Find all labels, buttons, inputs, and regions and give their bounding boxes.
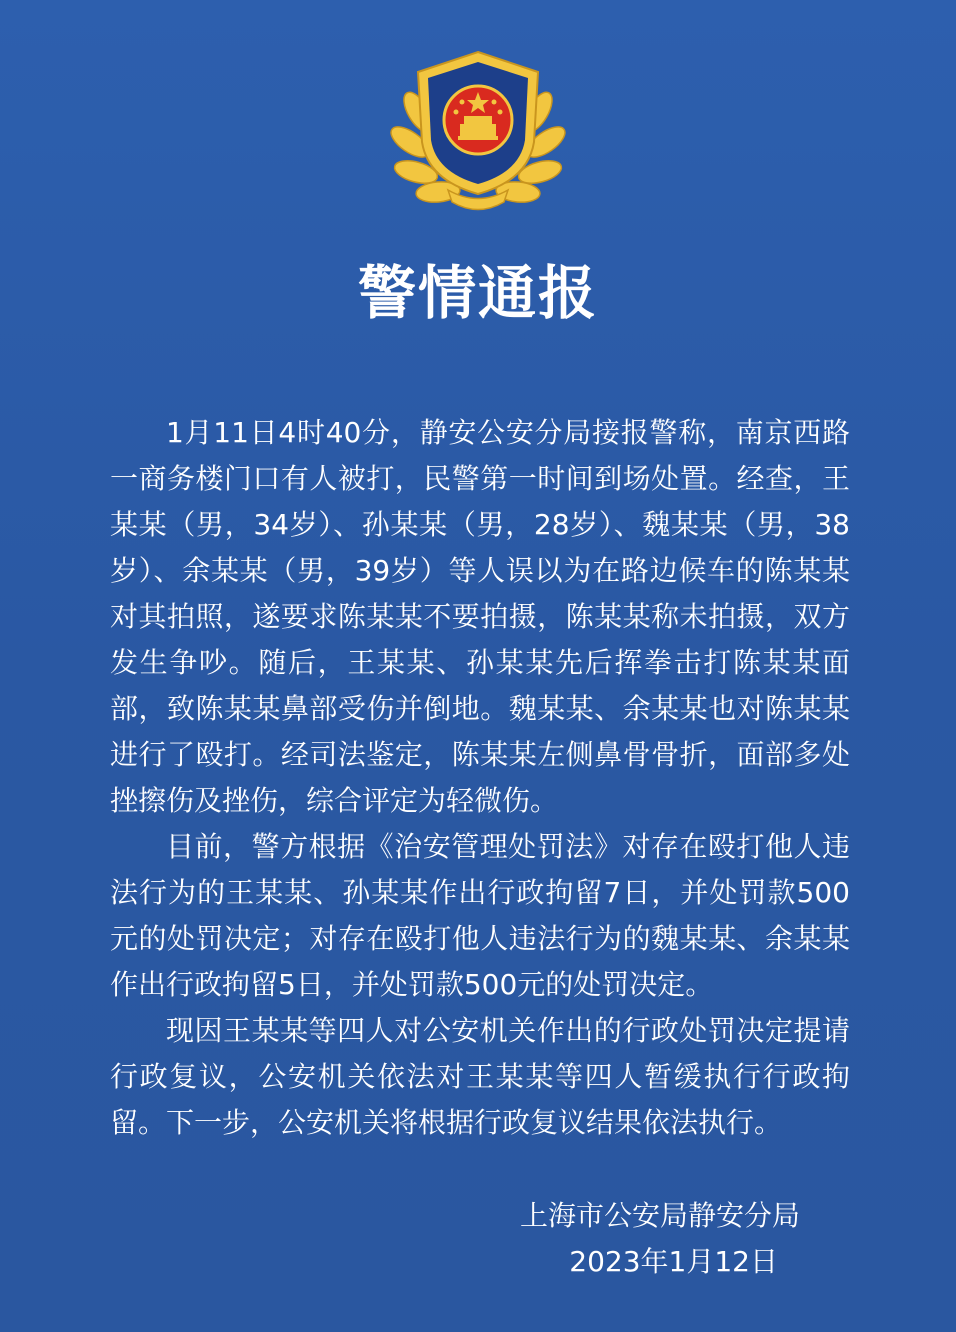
notice-paragraph-1: 1月11日4时40分，静安公安分局接报警称，南京西路一商务楼门口有人被打，民警第一时间到场处置。经查，王某某（男，34岁）、孙某某（男，28岁）、魏某某（男，38岁）、余某某（男，39岁）等人误以为在路边候车的陈某某对其拍照，遂要求陈某某不要拍摄，陈某某称未拍摄，双方发生争吵。随后，王某某、孙某某先后挥拳击打陈某某面部，致陈某某鼻部受伤并倒地。魏某某、余某某也对陈某某进行了殴打。经司法鉴定，陈某某左侧鼻骨骨折，面部多处挫擦伤及挫伤，综合评定为轻微伤。 [110, 416, 850, 817]
signature-organization: 上海市公安局静安分局 [519, 1199, 800, 1232]
notice-paragraph-2: 目前，警方根据《治安管理处罚法》对存在殴打他人违法行为的王某某、孙某某作出行政拘留7日，并处罚款500元的处罚决定；对存在殴打他人违法行为的魏某某、余某某作出行政拘留5日，并处罚款500元的处罚决定。 [110, 830, 850, 1001]
notice-body [110, 410, 850, 1146]
notice-paragraph-3: 现因王某某等四人对公安机关作出的行政处罚决定提请行政复议，公安机关依法对王某某等四人暂缓执行行政拘留。下一步，公安机关将根据行政复议结果依法执行。 [110, 1014, 850, 1139]
signature-date: 2023年1月12日 [569, 1245, 778, 1278]
police-emblem-icon [378, 42, 578, 222]
notice-title: 警情通报 [357, 259, 598, 327]
